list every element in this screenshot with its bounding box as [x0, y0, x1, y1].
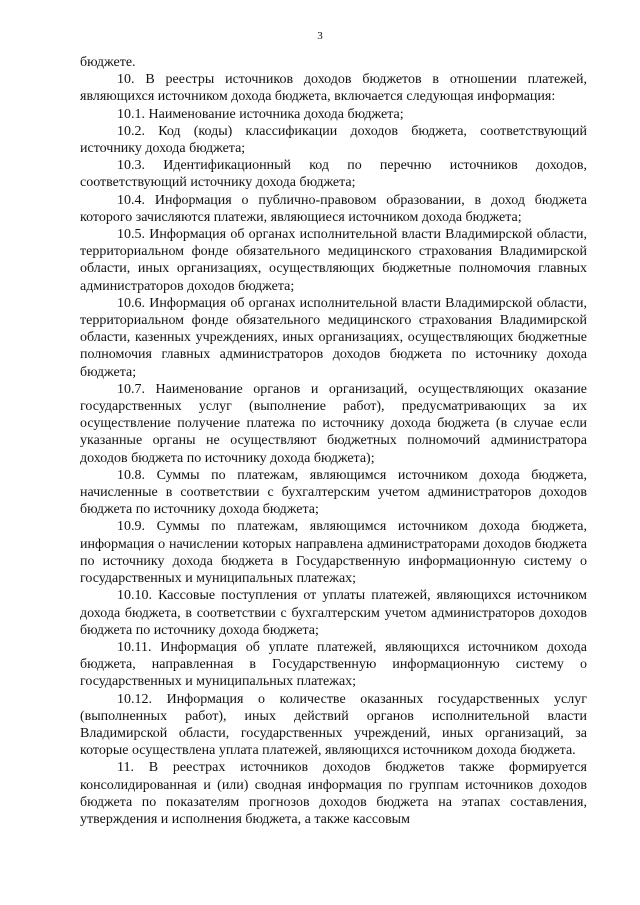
paragraph-10-2: 10.2. Код (коды) классификации доходов бюджета, соответствующий источнику дохода бюджета;: [80, 123, 587, 157]
paragraph-10-11: 10.11. Информация об уплате платежей, являющихся источником дохода бюджета, направленная в Государственную информационную систему о государственных и муниципальных платежах;: [80, 639, 587, 690]
paragraph-10-6: 10.6. Информация об органах исполнительной власти Владимирской области, территориальном фонде обязательного медицинского страхования Владимирской области, казенных учреждениях, иных организациях, осуществляющих бюджетные полномочия главных администраторов доходов бюджета по источнику дохода бюджета;: [80, 295, 587, 380]
document-body: [80, 54, 587, 828]
paragraph-10-1: 10.1. Наименование источника дохода бюджета;: [117, 106, 404, 122]
paragraph-10-9: 10.9. Суммы по платежам, являющимся источником дохода бюджета, информация о начислении которых направлена администраторами доходов бюджета по источнику дохода бюджета в Государственную информационную систему о государственных и муниципальных платежах;: [80, 519, 587, 587]
paragraph-10-10: 10.10. Кассовые поступления от уплаты платежей, являющихся источником дохода бюджета, в соответствии с бухгалтерским учетом администраторов доходов бюджета по источнику дохода бюджета;: [80, 588, 587, 638]
paragraph-10-5: 10.5. Информация об органах исполнительной власти Владимирской области, территориальном фонде обязательного медицинского страхования Владимирской области, иных организациях, осуществляющих бюджетные полномочия главных администраторов доходов бюджета;: [80, 227, 587, 294]
paragraph-10-7: 10.7. Наименование органов и организаций, осуществляющих оказание государственных услуг (выполнение работ), предусматривающих за их осуществление получение платежа по источнику дохода бюджета (в случае если указанные органы не осуществляют бюджетных полномочий администратора доходов бюджета по источнику дохода бюджета);: [80, 381, 587, 466]
paragraph-10-3: 10.3. Идентификационный код по перечню источников доходов, соответствующий источнику дохода бюджета;: [80, 158, 587, 191]
paragraph-10-8: 10.8. Суммы по платежам, являющимся источником дохода бюджета, начисленные в соответствии с бухгалтерским учетом администраторов доходов бюджета по источнику дохода бюджета;: [80, 467, 587, 518]
page-number: 3: [317, 30, 323, 42]
paragraph-10-4: 10.4. Информация о публично-правовом образовании, в доход бюджета которого зачисляются платежи, являющиеся источником дохода бюджета;: [80, 192, 587, 225]
paragraph-10: 10. В реестры источников доходов бюджетов в отношении платежей, являющихся источником дохода бюджета, включается следующая информация:: [80, 72, 587, 105]
paragraph-10-12: 10.12. Информация о количестве оказанных государственных услуг (выполненных работ), иных действий органов исполнительной власти Владимирской области, государственных учреждений, иных организаций, за которые осуществлена уплата платежей, являющихся источником дохода бюджета.: [80, 691, 587, 759]
paragraph-11: 11. В реестрах источников доходов бюджетов также формируется консолидированная и (или) сводная информация по группам источников доходов бюджета по показателям прогнозов доходов бюджета на этапах составления, утверждения и исполнения бюджета, а также кассовым: [80, 760, 587, 827]
paragraph-continuation: бюджете.: [80, 55, 136, 70]
